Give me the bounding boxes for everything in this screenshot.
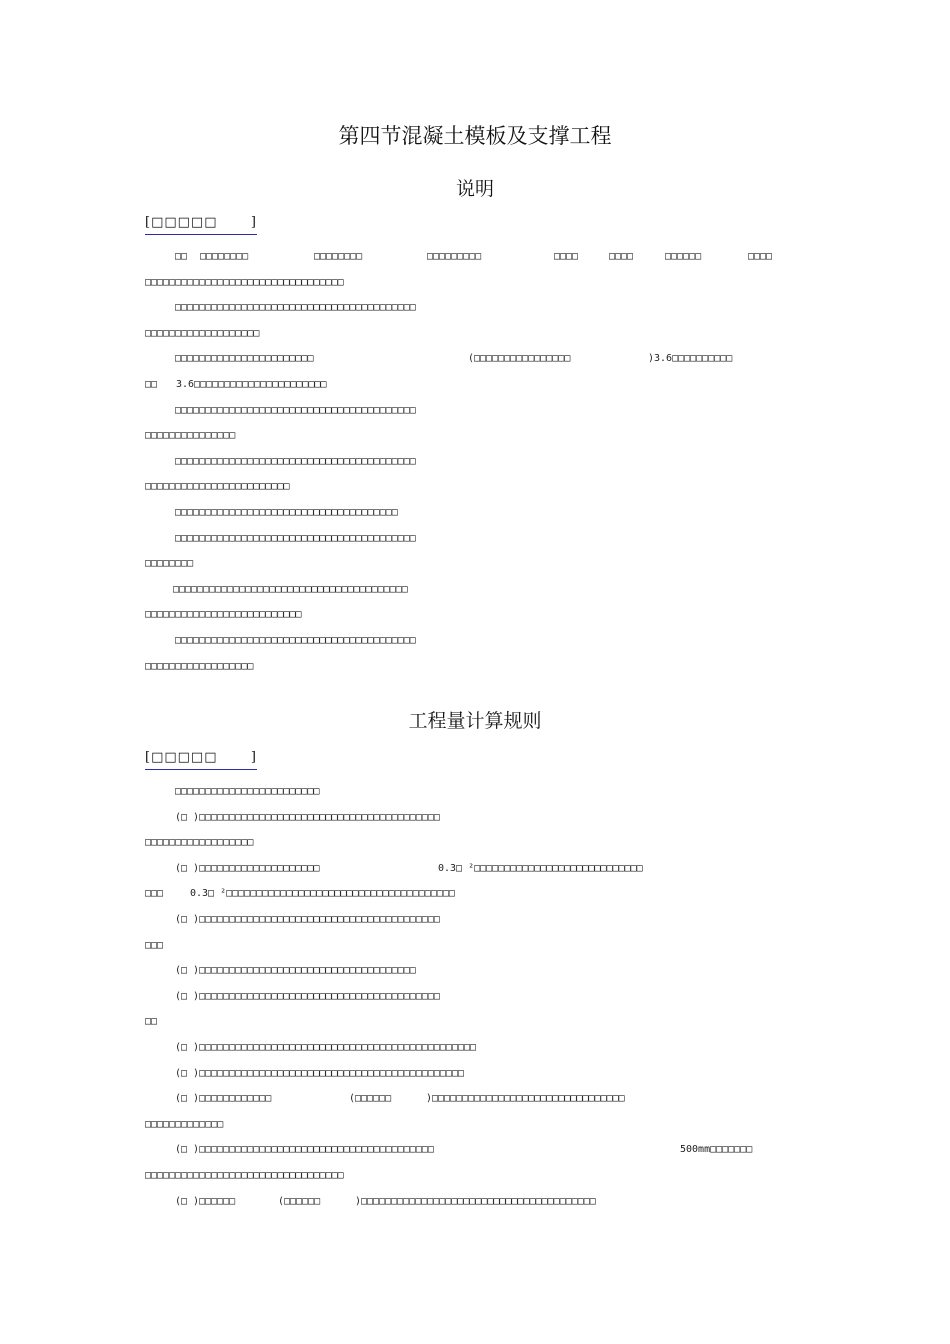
- rule-line: [0, 937, 950, 955]
- explanation-line: [0, 658, 950, 676]
- text-segment: □□□□□□□□□□□□□□□□□□□□□□□□□□□□□□□□□□□□□: [175, 507, 398, 518]
- text-segment: )□□□□□□□□□□□□□□□□□□□□□□□□□□□□□□□□: [426, 1093, 625, 1105]
- text-segment: )□□□□□□□□□□□□□□□□□□□□□□□□□□□□□□□□□□□□□□□: [355, 1195, 596, 1207]
- text-segment: □□□□: [554, 251, 579, 262]
- explanation-line: [0, 581, 950, 599]
- document-title: 第四节混凝土模板及支撑工程: [338, 124, 612, 148]
- text-segment: (□ )□□□□□□□□□□□□□□□□□□□□□□□□□□□□□□□□□□□□□□□: [175, 1144, 434, 1156]
- section-heading-explanation: 说明: [455, 178, 494, 200]
- text-segment: □□□□□□□□□□□□□□□□□□□□□□□: [175, 353, 314, 365]
- text-segment: □□: [145, 379, 158, 390]
- text-segment: (□ )□□□□□□□□□□□□□□□□□□□□□□□□□□□□□□□□□□□□: [175, 965, 416, 977]
- bracket-tag-text: [□□□□□: [145, 750, 218, 765]
- rule-line: [0, 783, 950, 801]
- rule-line: [0, 1167, 950, 1185]
- text-segment: 0.3□ ²□□□□□□□□□□□□□□□□□□□□□□□□□□□□: [438, 862, 643, 874]
- text-segment: □□□□□□: [665, 251, 702, 262]
- text-segment: □□□□□□□□□: [427, 251, 482, 262]
- text-segment: 3.6□□□□□□□□□□□□□□□□□□□□□□: [176, 379, 327, 390]
- explanation-line: [0, 402, 950, 420]
- text-segment: □□□: [145, 888, 164, 900]
- text-segment: □□□□□□□□□□□□□□□□□□□□□□□□□□□□□□□□□: [145, 1170, 344, 1181]
- text-segment: □□□□□□□□□□□□□: [145, 1118, 224, 1130]
- rule-line: [0, 911, 950, 929]
- bracket-close: ]: [250, 215, 257, 230]
- text-segment: □□□□□□□□□□□□□□□□□□: [145, 837, 254, 849]
- explanation-line: [0, 504, 950, 522]
- text-segment: □□□□□□□□□□□□□□□□□□□□□□□□: [175, 786, 320, 797]
- explanation-line: [0, 427, 950, 445]
- text-segment: □□□□□□□□□□□□□□□□□□□□□□□□□□□□□□□□□: [145, 276, 344, 288]
- section-heading-rules: 工程量计算规则: [408, 710, 542, 732]
- text-segment: (□ )□□□□□□□□□□□□□□□□□□□□□□□□□□□□□□□□□□□□□□□□□□□□□□: [175, 1042, 477, 1053]
- rule-line: [0, 834, 950, 852]
- rule-line: [0, 988, 950, 1006]
- text-segment: □□: [175, 251, 188, 262]
- explanation-line: [0, 555, 950, 573]
- rule-line: [0, 1090, 950, 1108]
- rule-line: [0, 1039, 950, 1057]
- explanation-line: [0, 248, 950, 266]
- explanation-line: [0, 478, 950, 496]
- text-segment: (□□□□□□□□□□□□□□□□: [468, 353, 571, 365]
- rule-line: [0, 1116, 950, 1134]
- text-segment: □□□□: [609, 251, 634, 262]
- rule-line: [0, 809, 950, 827]
- text-segment: □□□□□□□□□□□□□□□□□□□□□□□□□□□□□□□□□□□□□□□□: [175, 404, 416, 416]
- text-segment: □□□: [145, 939, 164, 951]
- text-segment: □□□□□□□□□□□□□□□□□□□□□□□□: [145, 481, 290, 493]
- bracket-tag-text: [□□□□□: [145, 215, 218, 230]
- text-segment: 0.3□ ²□□□□□□□□□□□□□□□□□□□□□□□□□□□□□□□□□□□□□□: [190, 888, 455, 900]
- text-segment: □□□□□□□□□□□□□□□□□□: [145, 660, 254, 672]
- text-segment: □□□□□□□□: [145, 558, 194, 570]
- text-segment: □□□□□□□□□□□□□□□□□□□□□□□□□□□□□□□□□□□□□□□□: [175, 455, 416, 467]
- text-segment: □□□□□□□□: [314, 251, 363, 262]
- explanation-line: [0, 376, 950, 394]
- explanation-line: [0, 350, 950, 368]
- rule-line: [0, 860, 950, 878]
- text-segment: (□ )□□□□□□□□□□□□□□□□□□□□□□□□□□□□□□□□□□□□□□□□: [175, 811, 440, 823]
- rule-line: [0, 1193, 950, 1211]
- text-segment: (□ )□□□□□□□□□□□□□□□□□□□□□□□□□□□□□□□□□□□□□□□□□□□□: [175, 1067, 464, 1079]
- text-segment: □□□□□□□□□□□□□□□□□□□□□□□□□□: [145, 609, 302, 621]
- text-segment: □□□□: [748, 251, 773, 262]
- text-segment: (□□□□□□: [278, 1195, 321, 1207]
- text-segment: □□□□□□□□: [200, 251, 249, 262]
- text-segment: □□□□□□□□□□□□□□□□□□□□□□□□□□□□□□□□□□□□□□□□: [175, 532, 416, 544]
- explanation-line: [0, 299, 950, 317]
- explanation-line: [0, 632, 950, 650]
- bracket-close: ]: [250, 750, 257, 765]
- rule-line: [0, 1013, 950, 1031]
- bracket-tag-explanation: [145, 214, 257, 235]
- text-segment: □□□□□□□□□□□□□□□□□□□□□□□□□□□□□□□□□□□□□□□: [173, 583, 408, 595]
- text-segment: □□: [145, 1016, 158, 1028]
- explanation-line: [0, 274, 950, 292]
- rule-line: [0, 1141, 950, 1159]
- text-segment: □□□□□□□□□□□□□□□□□□□□□□□□□□□□□□□□□□□□□□□□: [175, 302, 416, 314]
- text-segment: □□□□□□□□□□□□□□□□□□□□□□□□□□□□□□□□□□□□□□□□: [175, 635, 416, 646]
- explanation-line: [0, 325, 950, 343]
- text-segment: (□ )□□□□□□: [175, 1195, 236, 1207]
- rule-line: [0, 1065, 950, 1083]
- text-segment: □□□□□□□□□□□□□□□□□□□: [145, 327, 260, 339]
- text-segment: (□ )□□□□□□□□□□□□□□□□□□□□□□□□□□□□□□□□□□□□□□□□: [175, 990, 440, 1002]
- text-segment: (□ )□□□□□□□□□□□□□□□□□□□□□□□□□□□□□□□□□□□□□□□□: [175, 914, 440, 925]
- text-segment: □□□□□□□□□□□□□□□: [145, 430, 236, 442]
- bracket-tag-rules: [145, 749, 257, 770]
- explanation-line: [0, 453, 950, 471]
- text-segment: (□□□□□□: [349, 1093, 392, 1105]
- explanation-line: [0, 606, 950, 624]
- rule-line: [0, 962, 950, 980]
- text-segment: )3.6□□□□□□□□□□: [648, 353, 733, 365]
- explanation-line: [0, 530, 950, 548]
- text-segment: 500mm□□□□□□□: [680, 1144, 753, 1156]
- text-segment: (□ )□□□□□□□□□□□□: [175, 1093, 272, 1105]
- text-segment: (□ )□□□□□□□□□□□□□□□□□□□□: [175, 862, 320, 874]
- rule-line: [0, 885, 950, 903]
